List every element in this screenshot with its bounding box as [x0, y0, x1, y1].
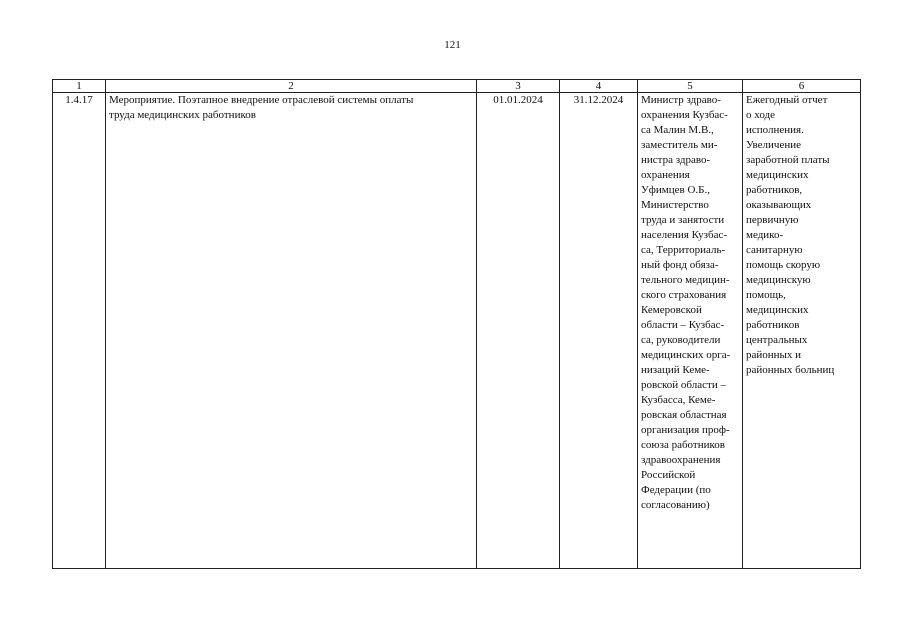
- responsible-cell: [638, 93, 743, 569]
- result-cell: [743, 93, 861, 569]
- column-header-4: 4: [560, 80, 638, 93]
- row-number: 1.4.17: [53, 93, 106, 569]
- column-header-6: 6: [743, 80, 861, 93]
- column-header-2: 2: [106, 80, 477, 93]
- header-row: [53, 80, 861, 93]
- start-date: 01.01.2024: [477, 93, 560, 569]
- column-header-1: 1: [53, 80, 106, 93]
- event-text: Мероприятие. Поэтапное внедрение отраслевой системы оплаты труда медицинских работников: [109, 94, 414, 121]
- end-date: 31.12.2024: [560, 93, 638, 569]
- page-number: 121: [444, 39, 461, 51]
- responsible-text: Министр здраво- охранения Кузбас- са Малин М.В., заместитель ми- нистра здраво- охранения Уфимцев О.Б., Министерство труда и занятости населения Кузбас- са, Территориаль- ный фонд обяза- тельного медицин- ского страхования Кемеровской области – Кузбас- са, руководители медицинских орга- низаций Кеме- ровской области – Кузбасса, Кеме- ровская областная организация проф- союза работников здравоохранения Российской Федерации (по согласованию): [641, 94, 731, 511]
- table-row: [53, 93, 861, 569]
- result-text: Ежегодный отчет о ходе исполнения. Увеличение заработной платы медицинских работников, оказывающих первичную медико- санитарную помощь скорую медицинскую помощь, медицинских работников центральных районных и районных больниц: [746, 94, 835, 376]
- table-header: [53, 80, 861, 93]
- event-cell: [106, 93, 477, 569]
- plan-table: [52, 79, 861, 569]
- column-header-3: 3: [477, 80, 560, 93]
- column-header-5: 5: [638, 80, 743, 93]
